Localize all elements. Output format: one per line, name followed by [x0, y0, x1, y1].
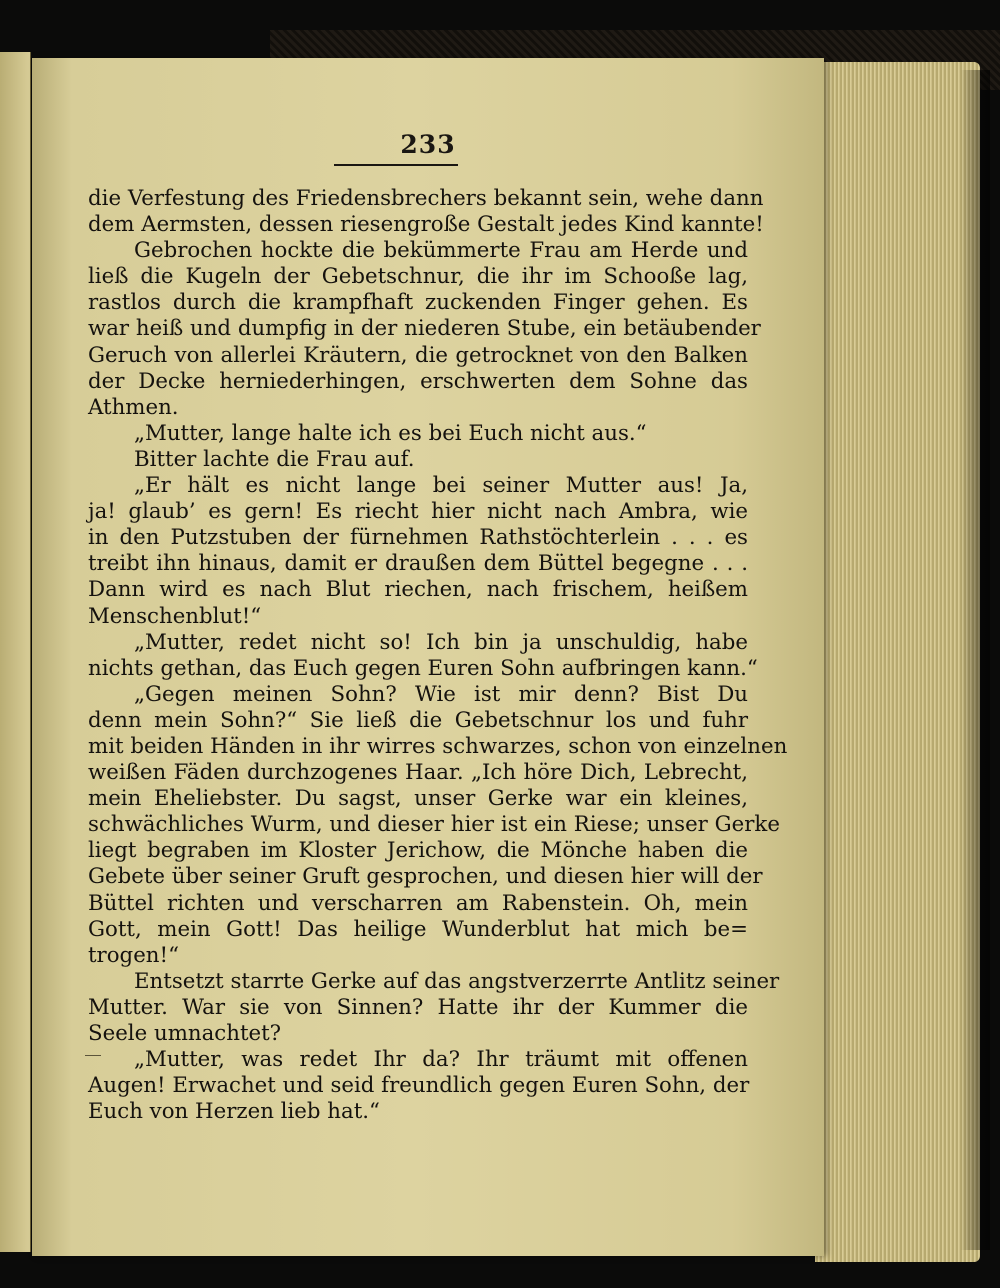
- page-stack-shadow: [960, 70, 990, 1250]
- text-line: weißen Fäden durchzogenes Haar. „Ich höre Dich, Lebrecht,: [88, 760, 748, 786]
- text-line: Bitter lachte die Frau auf.: [134, 446, 415, 472]
- text-line: war heiß und dumpfig in der niederen Stube, ein betäubender: [88, 316, 761, 342]
- text-line: trogen!“: [88, 942, 179, 968]
- text-line: Athmen.: [88, 394, 179, 420]
- text-line: treibt ihn hinaus, damit er draußen dem Büttel begegne . . .: [88, 551, 748, 577]
- text-line: Menschenblut!“: [88, 603, 262, 629]
- text-line: Mutter. War sie von Sinnen? Hatte ihr der Kummer die: [88, 994, 748, 1020]
- text-line: Entsetzt starrte Gerke auf das angstverzerrte Antlitz seiner: [134, 968, 780, 994]
- text-line: schwächliches Wurm, und dieser hier ist ein Riese; unser Gerke: [88, 812, 780, 838]
- text-line: Dann wird es nach Blut riechen, nach frischem, heißem: [88, 577, 748, 603]
- text-line: die Verfestung des Friedensbrechers bekannt sein, wehe dann: [88, 186, 764, 211]
- text-line: „Mutter, redet nicht so! Ich bin ja unschuldig, habe: [134, 629, 748, 655]
- text-line: Gebete über seiner Gruft gesprochen, und diesen hier will der: [88, 864, 763, 890]
- header-rule: [334, 164, 458, 166]
- text-line: „Er hält es nicht lange bei seiner Mutter aus! Ja,: [134, 473, 748, 499]
- body-text: [88, 186, 788, 1125]
- text-line: Büttel richten und verscharren am Rabenstein. Oh, mein: [88, 890, 748, 916]
- text-line: ja! glaub’ es gern! Es riecht hier nicht nach Ambra, wie: [88, 499, 748, 525]
- text-line: mit beiden Händen in ihr wirres schwarzes, schon von einzelnen: [88, 733, 788, 759]
- text-line: „Gegen meinen Sohn? Wie ist mir denn? Bist Du: [134, 681, 748, 707]
- text-line: rastlos durch die krampfhaft zuckenden Finger gehen. Es: [88, 290, 748, 316]
- text-line: ließ die Kugeln der Gebetschnur, die ihr im Schooße lag,: [88, 264, 748, 290]
- text-line: in den Putzstuben der fürnehmen Rathstöchterlein . . . es: [88, 525, 748, 551]
- text-line: denn mein Sohn?“ Sie ließ die Gebetschnur los und fuhr: [88, 707, 748, 733]
- page-stack-edge: [815, 62, 980, 1262]
- text-line: Augen! Erwachet und seid freundlich gegen Euren Sohn, der: [88, 1073, 750, 1099]
- text-line: Geruch von allerlei Kräutern, die getrocknet von den Balken: [88, 342, 748, 368]
- text-line: nichts gethan, das Euch gegen Euren Sohn aufbringen kann.“: [88, 655, 758, 681]
- book-page: [32, 58, 824, 1256]
- text-line: „Mutter, was redet Ihr da? Ihr träumt mit offenen: [134, 1047, 748, 1073]
- text-line: Seele umnachtet?: [88, 1021, 282, 1046]
- text-line: liegt begraben im Kloster Jerichow, die Mönche haben die: [88, 838, 748, 864]
- text-line: Gebrochen hockte die bekümmerte Frau am Herde und: [134, 238, 748, 264]
- text-line: dem Aermsten, dessen riesengroße Gestalt jedes Kind kannte!: [88, 212, 764, 238]
- text-line: der Decke herniederhingen, erschwerten dem Sohne das: [88, 368, 748, 394]
- text-line: Gott, mein Gott! Das heilige Wunderblut hat mich be=: [88, 916, 748, 942]
- page-number: 233: [400, 130, 456, 159]
- text-line: Euch von Herzen lieb hat.“: [88, 1099, 380, 1125]
- text-line: „Mutter, lange halte ich es bei Euch nicht aus.“: [134, 420, 647, 446]
- margin-mark: [85, 1055, 101, 1056]
- text-line: mein Eheliebster. Du sagst, unser Gerke war ein kleines,: [88, 786, 748, 812]
- previous-page-edge: [0, 52, 31, 1252]
